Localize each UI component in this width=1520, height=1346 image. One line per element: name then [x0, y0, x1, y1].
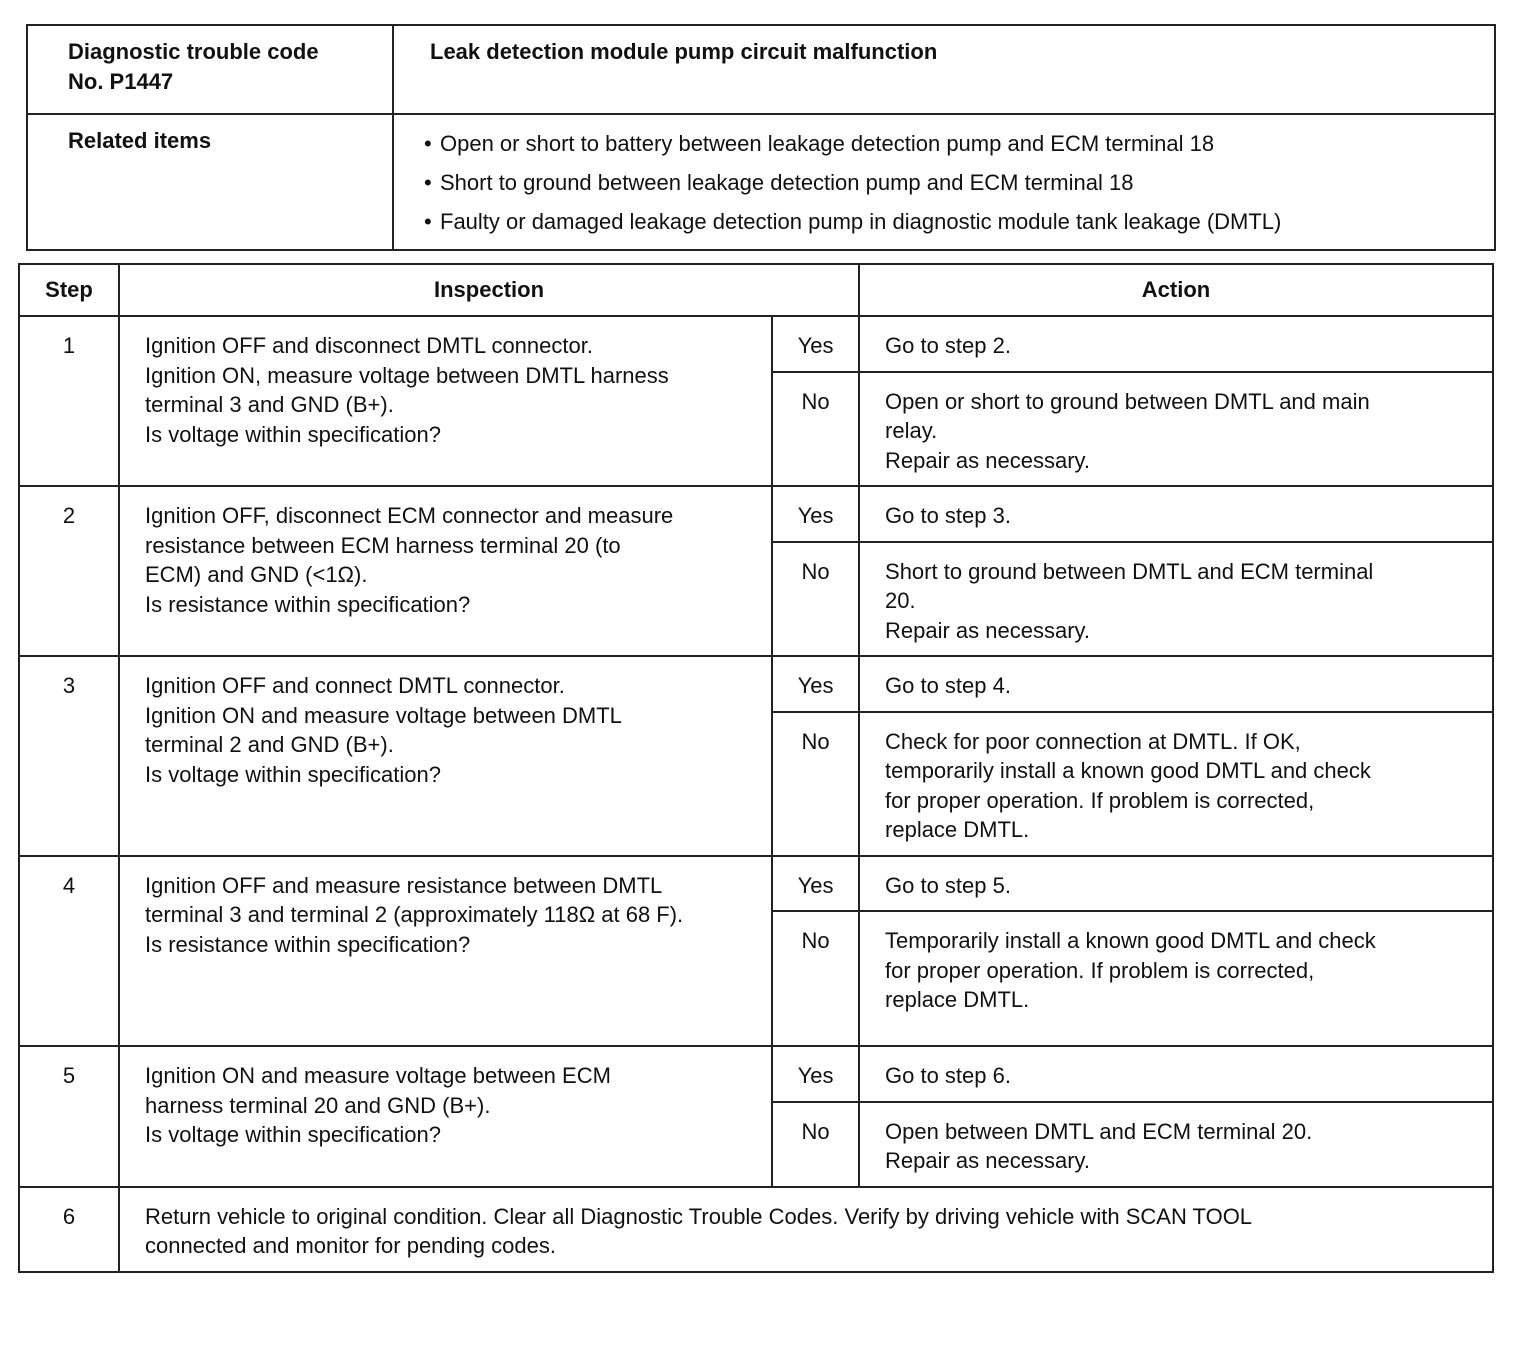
- inspection-line: Ignition ON, measure voltage between DMTL harness: [145, 362, 669, 388]
- inspection-line: Ignition OFF and connect DMTL connector.: [145, 673, 565, 698]
- action-line: relay.: [885, 418, 938, 443]
- yes-label: Yes: [772, 486, 859, 542]
- related-item: • Faulty or damaged leakage detection pump in diagnostic module tank leakage (DMTL): [424, 202, 1474, 241]
- dtc-code-label-line1: Diagnostic trouble code: [68, 39, 319, 64]
- table-row-step-1: [19, 316, 1493, 372]
- final-step-text: Return vehicle to original condition. Clear all Diagnostic Trouble Codes. Verify by driving vehicle with SCAN TOOL connected and monitor for pending codes.: [119, 1187, 1493, 1272]
- inspection-line: Ignition OFF and measure resistance between DMTL: [145, 872, 663, 898]
- dtc-header-table: [26, 24, 1496, 251]
- action-line: Repair as necessary.: [885, 1148, 1091, 1173]
- action-line: Temporarily install a known good DMTL and check: [885, 928, 1376, 953]
- inspection-table: [18, 263, 1494, 1273]
- inspection-line: terminal 3 and GND (B+).: [145, 392, 394, 417]
- inspection-line: Is voltage within specification?: [145, 1122, 441, 1147]
- inspection-line: terminal 2 and GND (B+).: [145, 732, 394, 757]
- yes-label: Yes: [772, 1046, 859, 1102]
- inspection-line: Ignition OFF, disconnect ECM connector and measure: [145, 503, 674, 528]
- table-row-step-2: [19, 486, 1493, 542]
- action-line: Go to step 6.: [885, 1063, 1011, 1088]
- action-line: Repair as necessary.: [885, 447, 1091, 473]
- step-number: 4: [19, 856, 119, 1047]
- step-number: 1: [19, 316, 119, 486]
- step-number: 2: [19, 486, 119, 656]
- action-line: replace DMTL.: [885, 987, 1030, 1012]
- no-action: [859, 372, 1493, 487]
- action-line: Go to step 4.: [885, 673, 1011, 698]
- action-line: Go to step 2.: [885, 333, 1011, 358]
- yes-action: [859, 1046, 1493, 1102]
- related-item: • Short to ground between leakage detection pump and ECM terminal 18: [424, 163, 1474, 202]
- no-label: No: [772, 1102, 859, 1187]
- dtc-code-number: No. P1447: [68, 68, 174, 94]
- inspection-text: [119, 856, 772, 1047]
- table-row-final-step: [19, 1187, 1493, 1272]
- action-line: Go to step 3.: [885, 503, 1011, 528]
- related-item: • Open or short to battery between leakage detection pump and ECM terminal 18: [424, 124, 1474, 163]
- inspection-line: Is resistance within specification?: [145, 591, 471, 617]
- inspection-text: [119, 656, 772, 856]
- bullet-icon: •: [424, 209, 432, 234]
- table-row-step-3: [19, 656, 1493, 712]
- inspection-text: [119, 486, 772, 656]
- action-line: Open or short to ground between DMTL and main: [885, 388, 1370, 414]
- yes-label: Yes: [772, 316, 859, 372]
- table-header-row: [19, 264, 1493, 316]
- inspection-line: Ignition ON and measure voltage between ECM: [145, 1063, 611, 1088]
- inspection-line: Is voltage within specification?: [145, 761, 441, 787]
- dtc-code-label: [27, 25, 393, 114]
- yes-action: [859, 656, 1493, 712]
- yes-action: [859, 316, 1493, 372]
- step-number: 3: [19, 656, 119, 856]
- no-action: [859, 542, 1493, 657]
- action-line: Check for poor connection at DMTL. If OK,: [885, 728, 1301, 754]
- yes-label: Yes: [772, 656, 859, 712]
- action-line: temporarily install a known good DMTL and check: [885, 758, 1371, 783]
- related-items-label: Related items: [27, 114, 393, 250]
- inspection-text: [119, 1046, 772, 1187]
- no-label: No: [772, 712, 859, 856]
- related-items-list: [393, 114, 1495, 250]
- action-line: Go to step 5.: [885, 872, 1011, 898]
- action-line: Repair as necessary.: [885, 617, 1091, 643]
- step-number: 6: [19, 1187, 119, 1272]
- inspection-line: Ignition ON and measure voltage between DMTL: [145, 702, 622, 728]
- bullet-icon: •: [424, 131, 432, 156]
- no-label: No: [772, 911, 859, 1046]
- inspection-line: harness terminal 20 and GND (B+).: [145, 1092, 491, 1118]
- action-line: 20.: [885, 588, 916, 613]
- no-label: No: [772, 372, 859, 487]
- yes-action: [859, 486, 1493, 542]
- inspection-line: ECM) and GND (<1Ω).: [145, 562, 368, 587]
- table-row-step-4: [19, 856, 1493, 912]
- inspection-line: Is resistance within specification?: [145, 931, 471, 957]
- column-header-action: Action: [859, 264, 1493, 316]
- inspection-line: terminal 3 and terminal 2 (approximately 118Ω at 68 F).: [145, 902, 684, 927]
- column-header-step: Step: [19, 264, 119, 316]
- action-line: replace DMTL.: [885, 817, 1030, 842]
- no-action: [859, 911, 1493, 1046]
- yes-action: [859, 856, 1493, 912]
- table-row-step-5: [19, 1046, 1493, 1102]
- no-label: No: [772, 542, 859, 657]
- no-action: [859, 1102, 1493, 1187]
- no-action: [859, 712, 1493, 856]
- action-line: Short to ground between DMTL and ECM terminal: [885, 558, 1374, 584]
- action-line: for proper operation. If problem is corrected,: [885, 957, 1315, 983]
- dtc-title: Leak detection module pump circuit malfunction: [393, 25, 1495, 114]
- inspection-line: Ignition OFF and disconnect DMTL connector.: [145, 333, 593, 358]
- action-line: Open between DMTL and ECM terminal 20.: [885, 1118, 1313, 1144]
- yes-label: Yes: [772, 856, 859, 912]
- inspection-line: Is voltage within specification?: [145, 421, 441, 447]
- action-line: for proper operation. If problem is corrected,: [885, 787, 1315, 813]
- inspection-text: [119, 316, 772, 486]
- column-header-inspection: Inspection: [119, 264, 859, 316]
- bullet-icon: •: [424, 170, 432, 195]
- inspection-line: resistance between ECM harness terminal 20 (to: [145, 532, 621, 558]
- step-number: 5: [19, 1046, 119, 1187]
